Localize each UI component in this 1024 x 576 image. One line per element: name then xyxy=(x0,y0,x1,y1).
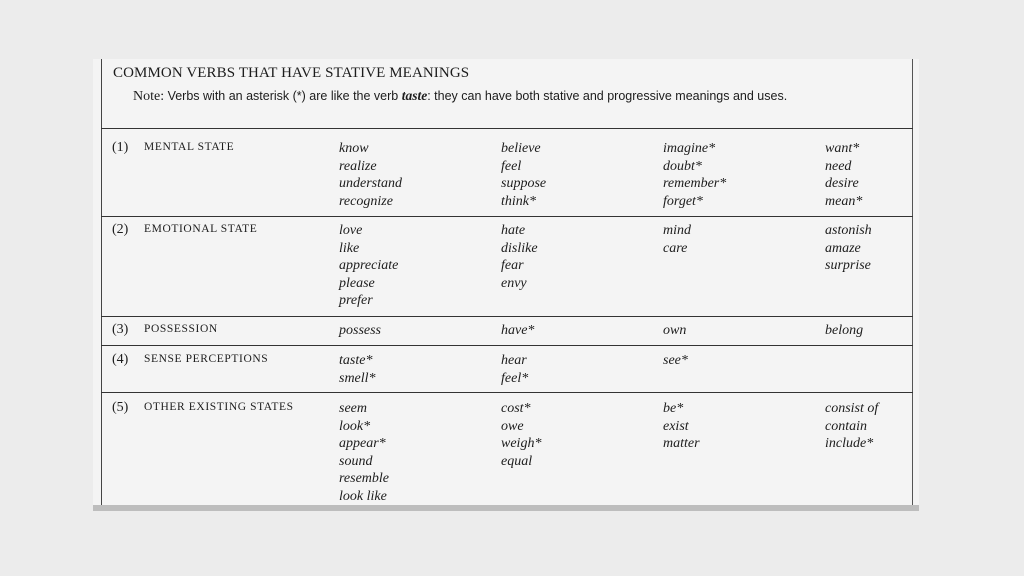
row-category: MENTAL STATE xyxy=(144,141,235,153)
note-lead: Note: xyxy=(133,89,165,104)
verb-item: mean* xyxy=(825,193,863,209)
verb-item: feel xyxy=(501,158,522,174)
verb-item: smell* xyxy=(339,370,376,386)
row-number: (3) xyxy=(112,322,129,337)
verb-item: mind xyxy=(663,223,691,238)
table-note xyxy=(133,87,893,105)
verb-item: cost* xyxy=(501,401,531,416)
verb-item: equal xyxy=(501,453,533,469)
verb-column xyxy=(825,222,872,275)
verb-item: owe xyxy=(501,418,524,434)
verb-item: need xyxy=(825,158,852,174)
row-number: (1) xyxy=(112,140,129,155)
verb-item: hear xyxy=(501,353,527,368)
note-text-suffix: : they can have both stative and progressive meanings and uses. xyxy=(427,89,788,103)
verb-column xyxy=(501,222,538,292)
verb-item: belong xyxy=(825,323,864,338)
verb-item: desire xyxy=(825,176,859,192)
verb-item: appreciate xyxy=(339,258,399,274)
verb-item: want* xyxy=(825,141,860,156)
table-left-border xyxy=(101,59,102,505)
divider-row-3 xyxy=(101,345,913,346)
row-category: EMOTIONAL STATE xyxy=(144,223,258,235)
verb-item: see* xyxy=(663,353,688,368)
verb-item: amaze xyxy=(825,240,861,256)
verb-item: have* xyxy=(501,323,535,338)
verb-column xyxy=(339,140,402,210)
table-right-border xyxy=(912,59,913,505)
verb-column xyxy=(825,400,878,453)
document-bottom-edge xyxy=(93,505,919,511)
verb-column xyxy=(501,352,528,387)
verb-item: suppose xyxy=(501,176,547,192)
verb-item: appear* xyxy=(339,436,386,452)
verb-column xyxy=(663,322,686,340)
verb-item: astonish xyxy=(825,223,872,238)
verb-column xyxy=(663,140,726,210)
verb-item: care xyxy=(663,240,688,256)
verb-item: realize xyxy=(339,158,377,174)
verb-item: consist of xyxy=(825,401,879,416)
verb-item: look like xyxy=(339,488,387,504)
verb-item: matter xyxy=(663,436,700,452)
verb-column xyxy=(501,322,534,340)
verb-item: please xyxy=(339,275,375,291)
verb-item: prefer xyxy=(339,293,373,309)
row-number: (2) xyxy=(112,222,129,237)
verb-item: seem xyxy=(339,401,367,416)
verb-item: believe xyxy=(501,141,541,156)
verb-item: feel* xyxy=(501,370,529,386)
verb-column xyxy=(663,400,700,453)
verb-item: envy xyxy=(501,275,527,291)
verb-item: love xyxy=(339,223,363,238)
verb-item: fear xyxy=(501,258,524,274)
table-title: COMMON VERBS THAT HAVE STATIVE MEANINGS xyxy=(113,65,470,81)
verb-item: forget* xyxy=(663,193,703,209)
verb-item: think* xyxy=(501,193,536,209)
divider-row-4 xyxy=(101,392,913,393)
verb-column xyxy=(825,322,863,340)
verb-item: be* xyxy=(663,401,684,416)
verb-column xyxy=(663,352,688,370)
verb-item: dislike xyxy=(501,240,538,256)
verb-column xyxy=(339,322,381,340)
verb-item: hate xyxy=(501,223,526,238)
verb-column xyxy=(663,222,691,257)
verb-item: include* xyxy=(825,436,874,452)
verb-item: resemble xyxy=(339,471,390,487)
verb-column xyxy=(825,140,862,210)
verb-item: remember* xyxy=(663,176,727,192)
verb-column xyxy=(339,352,376,387)
verb-item: contain xyxy=(825,418,867,434)
divider-row-2 xyxy=(101,316,913,317)
verb-column xyxy=(501,140,546,210)
verb-column xyxy=(339,400,389,506)
note-taste-word: taste xyxy=(401,88,428,103)
verb-item: weigh* xyxy=(501,436,542,452)
verb-item: recognize xyxy=(339,193,393,209)
verb-table-document xyxy=(93,59,919,511)
verb-item: exist xyxy=(663,418,689,434)
verb-item: possess xyxy=(339,323,382,338)
row-number: (4) xyxy=(112,352,129,367)
verb-item: know xyxy=(339,141,369,156)
verb-item: imagine* xyxy=(663,141,716,156)
verb-item: taste* xyxy=(339,353,373,368)
row-category: OTHER EXISTING STATES xyxy=(144,401,294,413)
divider-row-1 xyxy=(101,216,913,217)
verb-column xyxy=(501,400,541,470)
verb-column xyxy=(339,222,398,310)
verb-item: like xyxy=(339,240,360,256)
verb-item: understand xyxy=(339,176,402,192)
row-category: SENSE PERCEPTIONS xyxy=(144,353,269,365)
verb-item: sound xyxy=(339,453,373,469)
verb-item: doubt* xyxy=(663,158,702,174)
verb-item: look* xyxy=(339,418,371,434)
divider-header xyxy=(101,128,913,129)
row-number: (5) xyxy=(112,400,129,415)
note-text-prefix: Verbs with an asterisk (*) are like the verb xyxy=(164,89,402,103)
row-category: POSSESSION xyxy=(144,323,218,335)
verb-item: own xyxy=(663,323,687,338)
verb-item: surprise xyxy=(825,258,871,274)
